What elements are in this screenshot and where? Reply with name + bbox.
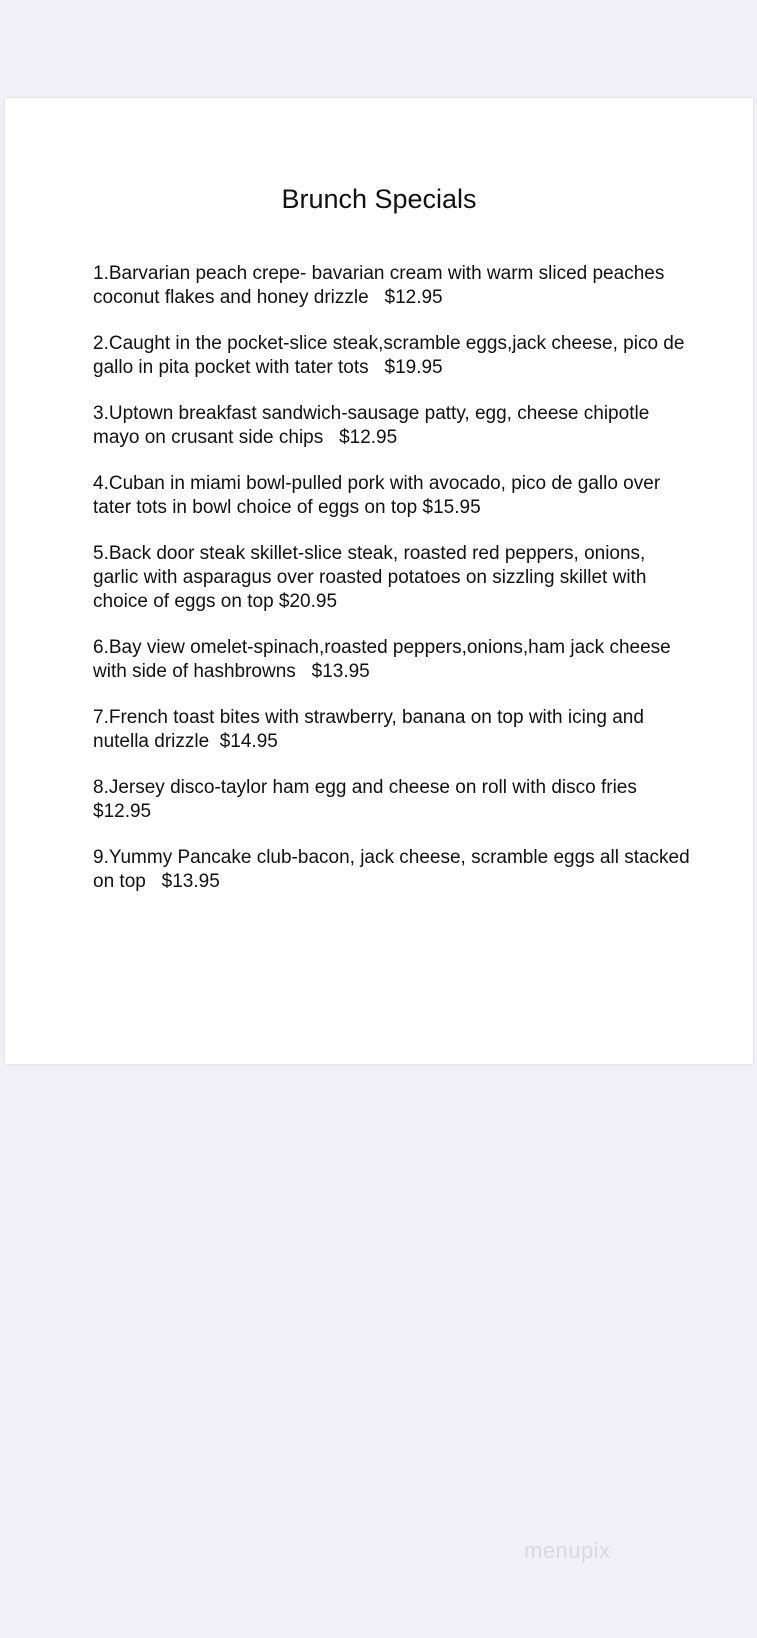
menu-page (5, 98, 753, 1064)
item-description: 8.Jersey disco-taylor ham egg and cheese on roll with disco fries (93, 777, 637, 798)
item-description: 2.Caught in the pocket-slice steak,scramble eggs,jack cheese, pico de gallo in pita pocket with tater tots (93, 333, 685, 378)
menu-item-5 (93, 542, 693, 614)
item-price: $15.95 (422, 497, 481, 518)
item-description: 5.Back door steak skillet-slice steak, roasted red peppers, onions, garlic with asparagus over roasted potatoes on sizzling skillet with choice of eggs on top (93, 543, 647, 612)
item-price: $13.95 (311, 661, 370, 682)
menu-item-1 (93, 262, 693, 310)
menu-list (93, 262, 693, 916)
menu-item-6 (93, 636, 693, 684)
item-price: $14.95 (219, 731, 278, 752)
item-description: 4.Cuban in miami bowl-pulled pork with avocado, pico de gallo over tater tots in bowl choice of eggs on top (93, 473, 661, 518)
item-description: 7.French toast bites with strawberry, banana on top with icing and nutella drizzle (93, 707, 644, 752)
item-description: 9.Yummy Pancake club-bacon, jack cheese, scramble eggs all stacked on top (93, 847, 690, 892)
menu-item-9 (93, 846, 693, 894)
item-description: 3.Uptown breakfast sandwich-sausage patty, egg, cheese chipotle mayo on crusant side chips (93, 403, 650, 448)
item-price: $12.95 (93, 801, 152, 822)
item-price: $13.95 (161, 871, 220, 892)
item-price: $20.95 (278, 591, 338, 612)
item-description: 1.Barvarian peach crepe- bavarian cream with warm sliced peaches coconut flakes and honey drizzle (93, 263, 665, 308)
menu-item-2 (93, 332, 693, 380)
item-description: 6.Bay view omelet-spinach,roasted peppers,onions,ham jack cheese with side of hashbrowns (93, 637, 671, 682)
page-title: Brunch Specials (281, 184, 477, 214)
menu-item-4 (93, 472, 693, 520)
menu-item-3 (93, 402, 693, 450)
item-price: $19.95 (384, 357, 443, 378)
item-price: $12.95 (339, 427, 398, 448)
item-price: $12.95 (384, 287, 443, 308)
watermark-logo: menupix (524, 1538, 611, 1563)
menu-item-7 (93, 706, 693, 754)
menu-item-8 (93, 776, 693, 824)
